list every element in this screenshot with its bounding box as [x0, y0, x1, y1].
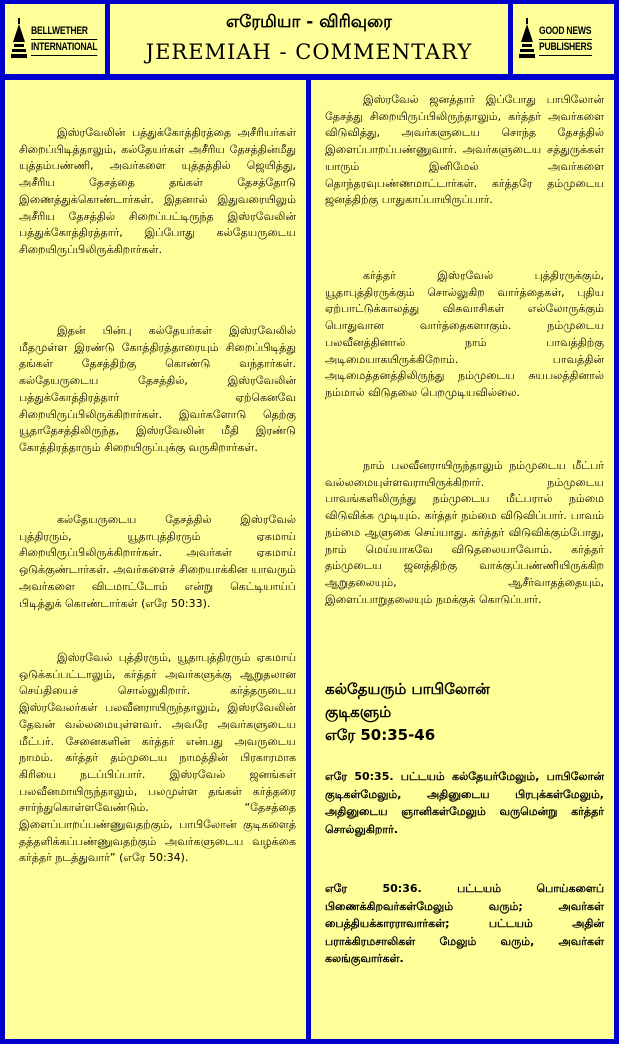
- section-heading-line2: குடிகளும்: [325, 703, 392, 721]
- right-paragraph-1: இஸ்ரவேல் ஜனத்தார் இப்போது பாபிலோன் தேசத்து சிறையிருப்பிலிருந்தாலும், கர்த்தர் அவர்களை விடுவித்து, அவர்களுடைய சொந்த தேசத்தில் இளைப்பாறப்பண்ணுவார். அவர்களுடைய சத்துருக்கள் யாரும் இனிமேல் அவர்களை தொந்தரவுபண்ணமாட்டார்கள். கர்த்தரே தம்முடைய ஜனத்திற்கு பாதுகாப்பாயிருப்பார்.: [325, 93, 604, 207]
- good-news-mark-icon: [519, 18, 535, 62]
- good-news-logo-text: [539, 24, 592, 56]
- right-paragraph-2: கர்த்தர் இஸ்ரவேல் புத்திரருக்கும், யூதாபுத்திரருக்கும் சொல்லுகிற வார்த்தைகள், புதிய ஏற்பாட்டுக்காலத்து விசுவாசிகள் எல்லோருக்கும் பொதுவான வார்த்தைகளாகும். நம்முடைய பலவீனத்தினால் நாம் பாவத்திற்கு அடிமையாகயிருக்கிறோம். பாவத்தின் அடிமைத்தனத்திலிருந்து நம்முடைய சுயபலத்தினால் நம்மால் விடுதலை பெறமுடியவில்லை.: [325, 269, 604, 399]
- left-paragraph-3: கல்தேயருடைய தேசத்தில் இஸ்ரவேல் புத்திரரும், யூதாபுத்திரரும் ஏகமாய் சிறையிருப்பிலிருக்கிறார்கள். அவர்கள் ஏகமாய் ஒடுக்குண்டார்கள். அவர்களைச் சிறையாக்கின யாவரும் அவர்களை விடமாட்டோம் என்று கெட்டியாய்ப் பிடித்துக் கொண்டார்கள் (எரே 50:33).: [19, 513, 296, 610]
- good-news-logo: [519, 18, 609, 64]
- section-heading-line1: கல்தேயரும் பாபிலோன்: [325, 680, 490, 698]
- right-paragraph-3: நாம் பலவீனராயிருந்தாலும் நம்முடைய மீட்பர் வல்லமையுள்ளவராயிருக்கிறார். நம்முடைய பாவங்களிலிருந்து நம்முடைய மீட்பரால் நம்மை விடுவிக்க முடியும். கர்த்தர் நம்மை விடுவிப்பார். பாவம் நம்மை ஆளுகை செய்யாது. கர்த்தர் விடுவிக்கும்போது, நாம் மெய்யாகவே விடுதலையாவோம். கர்த்தர் தம்முடைய ஜனத்திற்கு வாக்குப்பண்ணியிருக்கிற ஆறுதலையும், ஆசீர்வாதத்தையும், இளைப்பாறுதலையும் நமக்குக் கொடுப்பார்.: [325, 459, 604, 606]
- bellwether-mark-icon: [11, 18, 27, 62]
- page-title-tamil: எரேமியா - விரிவுரை: [226, 12, 392, 32]
- good-news-logo-panel: [513, 4, 614, 74]
- header-title-panel: [110, 4, 508, 74]
- left-column: [5, 80, 306, 1039]
- bellwether-logo-line2: INTERNATIONAL: [31, 40, 97, 56]
- verse-50-35: எரே 50:35. பட்டயம் கல்தேயர்மேலும், பாபிலோன் குடிகள்மேலும், அதினுடைய பிரபுக்கள்மேலும், அதினுடைய ஞானிகள்மேலும் வருமென்று கர்த்தர் சொல்லுகிறார்.: [325, 770, 604, 836]
- right-column: [311, 80, 614, 1039]
- section-heading: [325, 678, 604, 747]
- good-news-logo-line2: PUBLISHERS: [539, 40, 592, 56]
- left-paragraph-2: இதன் பின்பு கல்தேயர்கள் இஸ்ரவேலில் மீதமுள்ள இரண்டு கோத்திரத்தாரையும் சிறைப்பிடித்து தங்கள் தேசத்திற்கு கொண்டு வந்தார்கள். கல்தேயருடைய தேசத்தில், இஸ்ரவேலின் பத்துக்கோத்திரத்தார் ஏற்கெனவே சிறையிருப்பிலிருக்கிறார்கள். இவர்களோடு தெற்கு யூதாதேசத்திலிருந்த, இஸ்ரவேலின் மீதி இரண்டு கோத்திரத்தாரும் சிறையிருப்புக்கு வருகிறார்கள்.: [19, 324, 296, 454]
- bellwether-logo-panel: [5, 4, 105, 74]
- left-paragraph-4: இஸ்ரவேல் புத்திரரும், யூதாபுத்திரரும் ஏகமாய் ஒடுக்கப்பட்டாலும், கர்த்தர் அவர்களுக்கு ஆறுதலான செய்தியைச் சொல்லுகிறார். கர்த்தருடைய இஸ்ரவேலர்கள் பலவீனராயிருந்தாலும், இஸ்ரவேலின் தேவன் வல்லமையுள்ளவர். அவரே அவர்களுடைய மீட்பர். சேனைகளின் கர்த்தர் என்பது அவருடைய நாமம். கர்த்தர் தம்முடைய நாமத்தின் பிரகாரமாக கிரியை நடப்பிப்பார். இஸ்ரவேல் ஜனங்கள் பலவீனமாயிருந்தாலும், பலமுள்ள தங்கள் கர்த்தரை சார்ந்துகொள்ளவேண்டும். “தேசத்தை இளைப்பாறப்பண்ணுவதற்கும், பாபிலோன் குடிகளைத் தத்தளிக்கப்பண்ணுவதற்கும் அவர்களுடைய வழக்கை கர்த்தர் நடத்துவார்” (எரே 50:34).: [19, 651, 296, 865]
- section-reference: எரே 50:35-46: [325, 726, 436, 744]
- page-title-english: JEREMIAH - COMMENTARY: [145, 40, 473, 64]
- verse-50-36: எரே 50:36. பட்டயம் பொய்களைப் பிணைக்கிறவர்கள்மேலும் வரும்; அவர்கள் பைத்தியக்காரராவார்கள்; பட்டயம் அதின் பராக்கிரமசாலிகள் மேலும் வரும், அவர்கள் கலங்குவார்கள்.: [325, 882, 604, 965]
- bellwether-logo-line1: BELLWETHER: [31, 24, 97, 40]
- bellwether-logo: [11, 18, 101, 64]
- left-paragraph-1: இஸ்ரவேலின் பத்துக்கோத்திரத்தை அசீரியர்கள் சிறைப்பிடித்தாலும், கல்தேயர்கள் அசீரிய தேசத்தின்மீது யுத்தம்பண்ணி, அவர்களை யுத்தத்தில் ஜெயித்து, அசீரிய தேசத்தை தங்கள் தேசத்தோடு இணைத்துக்கொண்டார்கள். இதனால் இதுவரையிலும் அசீரிய தேசத்தில் சிறைப்பட்டிருந்த இஸ்ரவேலின் பத்துக்கோத்திரத்தார், இப்போது கல்தேயருடைய சிறையிருப்பிலிருக்கிறார்கள்.: [19, 126, 296, 256]
- good-news-logo-line1: GOOD NEWS: [539, 24, 592, 40]
- bellwether-logo-text: [31, 24, 97, 56]
